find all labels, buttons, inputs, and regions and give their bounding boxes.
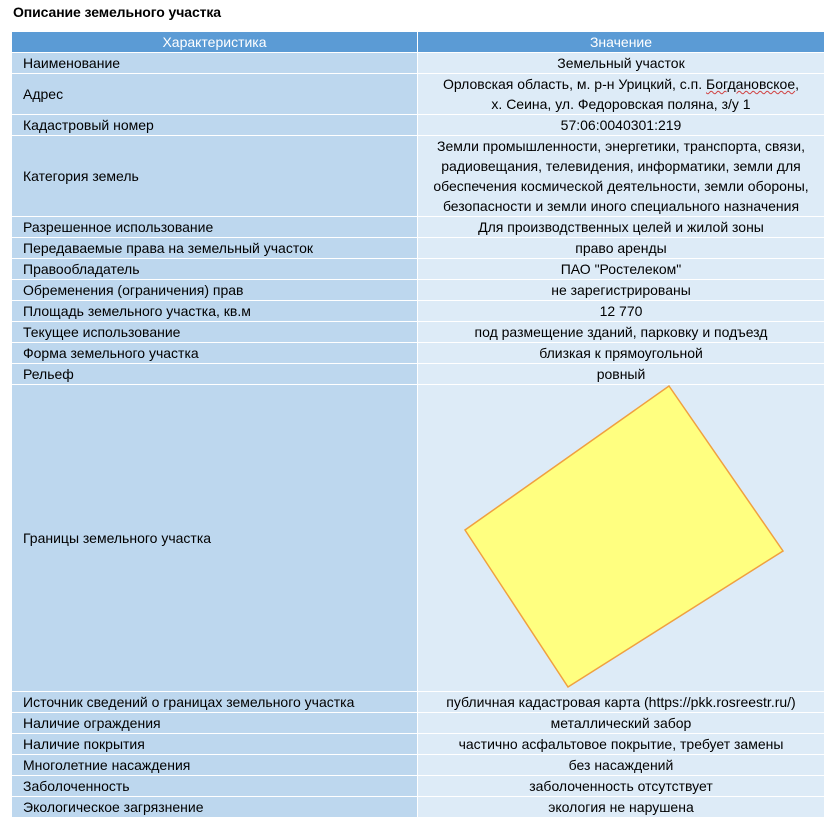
row-value-relief: ровный: [418, 364, 825, 385]
row-value-swampiness: заболоченность отсутствует: [418, 776, 825, 797]
row-value-cadastral-number: 57:06:0040301:219: [418, 115, 825, 136]
row-value-name: Земельный участок: [418, 53, 825, 74]
table-row: [12, 343, 825, 364]
table-row: [12, 713, 825, 734]
row-value-transferred-rights: право аренды: [418, 238, 825, 259]
table-row: [12, 136, 825, 217]
row-label-relief: Рельеф: [12, 364, 418, 385]
parcel-polygon: [465, 386, 783, 687]
row-label-transferred-rights: Передаваемые права на земельный участок: [12, 238, 418, 259]
address-line-1-prefix: Орловская область, м. р-н Урицкий, с.п.: [442, 76, 707, 92]
table-row: [12, 115, 825, 136]
land-category-line: Земли промышленности, энергетики, транспорта, связи,: [437, 138, 805, 154]
address-line-1: [418, 74, 824, 94]
table-row: [12, 797, 825, 818]
table-row: [12, 217, 825, 238]
row-label-swampiness: Заболоченность: [12, 776, 418, 797]
header-characteristic: Характеристика: [12, 32, 418, 53]
land-description-table: [11, 31, 825, 818]
table-row: [12, 734, 825, 755]
parcel-boundaries-image: [418, 385, 825, 692]
row-label-address: Адрес: [12, 74, 418, 115]
address-settlement: Богдановское: [706, 76, 796, 92]
table-row: [12, 238, 825, 259]
row-label-area: Площадь земельного участка, кв.м: [12, 301, 418, 322]
land-parcel-polygon-icon: [418, 385, 824, 691]
row-label-owner: Правообладатель: [12, 259, 418, 280]
row-value-current-use: под размещение зданий, парковку и подъезд: [418, 322, 825, 343]
table-row: [12, 259, 825, 280]
row-value-ecology: экология не нарушена: [418, 797, 825, 818]
table-row: [12, 301, 825, 322]
row-label-encumbrances: Обременения (ограничения) прав: [12, 280, 418, 301]
row-label-boundary-source: Источник сведений о границах земельного участка: [12, 692, 418, 713]
row-value-land-category: [418, 136, 825, 217]
table-row: [12, 322, 825, 343]
table-row: [12, 74, 825, 115]
header-value: Значение: [418, 32, 825, 53]
row-label-boundaries: Границы земельного участка: [12, 385, 418, 692]
land-category-line: обеспечения космической деятельности, земли обороны,: [433, 178, 809, 194]
table-header-row: [12, 32, 825, 53]
row-value-boundary-source: публичная кадастровая карта (https://pkk.rosreestr.ru/): [418, 692, 825, 713]
row-value-area: 12 770: [418, 301, 825, 322]
table-row: [12, 385, 825, 692]
table-row: [12, 776, 825, 797]
row-label-plantings: Многолетние насаждения: [12, 755, 418, 776]
row-value-plantings: без насаждений: [418, 755, 825, 776]
table-row: [12, 280, 825, 301]
document-title: Описание земельного участка: [13, 4, 221, 20]
row-label-name: Наименование: [12, 53, 418, 74]
table-row: [12, 53, 825, 74]
land-category-line: радиовещания, телевидения, информатики, земли для: [441, 158, 801, 174]
row-label-permitted-use: Разрешенное использование: [12, 217, 418, 238]
row-value-encumbrances: не зарегистрированы: [418, 280, 825, 301]
row-label-surface: Наличие покрытия: [12, 734, 418, 755]
row-value-shape: близкая к прямоугольной: [418, 343, 825, 364]
row-value-owner: ПАО "Ростелеком": [418, 259, 825, 280]
table-row: [12, 692, 825, 713]
land-category-line: безопасности и земли иного специального назначения: [442, 198, 800, 214]
row-value-fencing: металлический забор: [418, 713, 825, 734]
row-label-land-category: Категория земель: [12, 136, 418, 217]
row-value-address: [418, 74, 825, 115]
address-line-1-suffix: ,: [795, 76, 799, 92]
row-label-shape: Форма земельного участка: [12, 343, 418, 364]
row-label-cadastral-number: Кадастровый номер: [12, 115, 418, 136]
row-label-ecology: Экологическое загрязнение: [12, 797, 418, 818]
row-value-permitted-use: Для производственных целей и жилой зоны: [418, 217, 825, 238]
table-row: [12, 364, 825, 385]
table-row: [12, 755, 825, 776]
row-label-fencing: Наличие ограждения: [12, 713, 418, 734]
row-label-current-use: Текущее использование: [12, 322, 418, 343]
row-value-surface: частично асфальтовое покрытие, требует замены: [418, 734, 825, 755]
address-line-2: х. Сеина, ул. Федоровская поляна, з/у 1: [491, 96, 751, 112]
